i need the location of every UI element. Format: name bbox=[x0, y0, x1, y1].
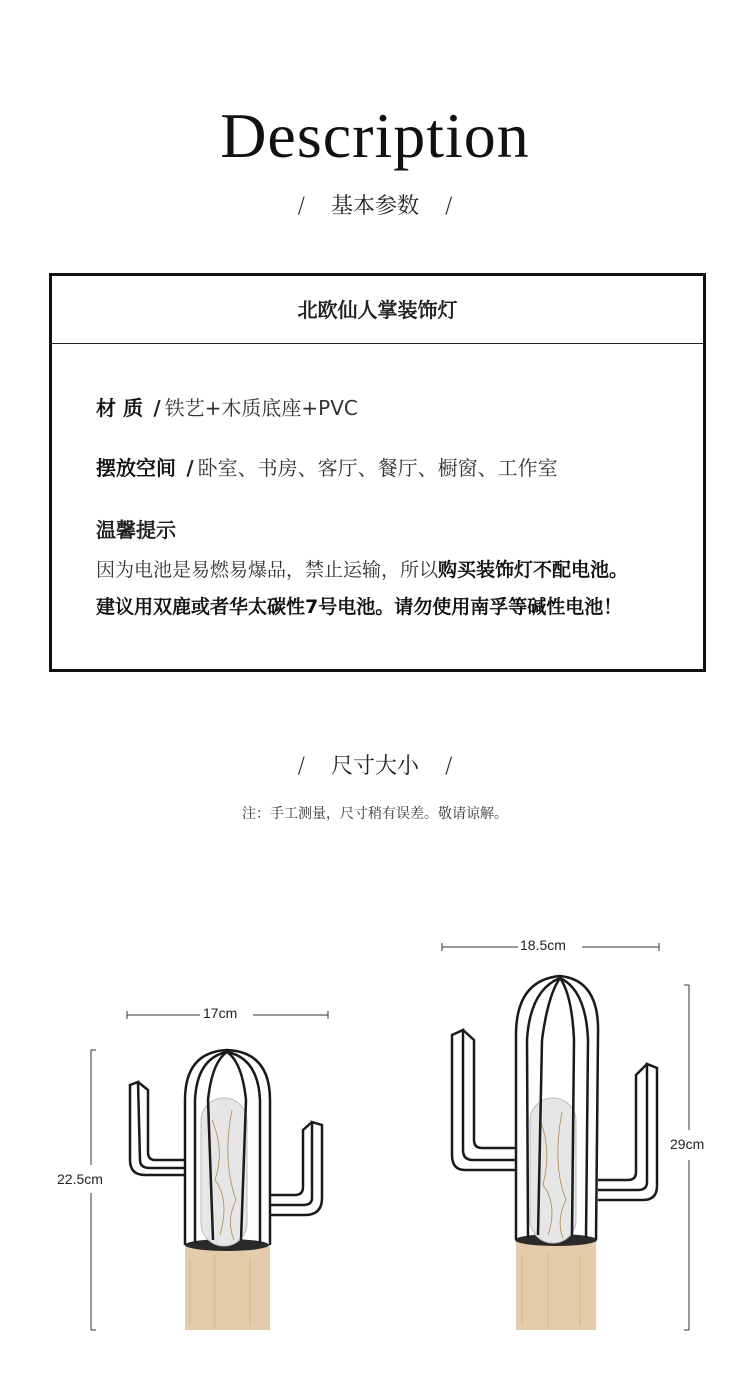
measurement-note: 注：手工测量，尺寸稍有误差。敬请谅解。 bbox=[242, 806, 508, 822]
large-cactus-lamp bbox=[452, 976, 657, 1330]
placement-sep: / bbox=[186, 456, 194, 480]
small-wood-base bbox=[185, 1245, 270, 1330]
tip-line-2-text: 建议用双鹿或者华太碳性7号电池。请勿使用南孚等碱性电池！ bbox=[96, 596, 623, 618]
large-height-line bbox=[684, 985, 689, 1330]
large-width-label: 18.5cm bbox=[520, 937, 566, 953]
large-height-label: 29cm bbox=[670, 1136, 705, 1152]
large-wood-base bbox=[516, 1240, 596, 1330]
placement-value: 卧室、书房、客厅、餐厅、橱窗、工作室 bbox=[197, 456, 558, 480]
slash-left: / bbox=[297, 194, 305, 219]
small-height-label: 22.5cm bbox=[57, 1171, 103, 1187]
material-sep: / bbox=[153, 396, 161, 420]
slash-left: / bbox=[297, 754, 305, 779]
size-subtitle: 尺寸大小 bbox=[330, 754, 419, 779]
tips-heading: 温馨提示 bbox=[96, 518, 176, 542]
product-name: 北欧仙人掌装饰灯 bbox=[52, 276, 703, 344]
tip-line-1a: 因为电池是易燃易爆品，禁止运输，所以 bbox=[96, 559, 439, 581]
small-cactus-lamp bbox=[130, 1050, 322, 1330]
small-height-line bbox=[91, 1050, 96, 1330]
tip-line-1b: 购买装饰灯不配电池。 bbox=[438, 559, 629, 581]
placement-label: 摆放空间 bbox=[96, 456, 176, 480]
slash-right: / bbox=[445, 754, 453, 779]
page-title: Description bbox=[220, 100, 530, 171]
material-value: 铁艺+木质底座+PVC bbox=[164, 396, 358, 420]
material-label: 材 质 bbox=[96, 396, 143, 420]
slash-right: / bbox=[445, 194, 453, 219]
small-width-label: 17cm bbox=[203, 1005, 238, 1021]
large-glass-tube bbox=[530, 1098, 576, 1243]
spec-subtitle: 基本参数 bbox=[330, 194, 419, 219]
